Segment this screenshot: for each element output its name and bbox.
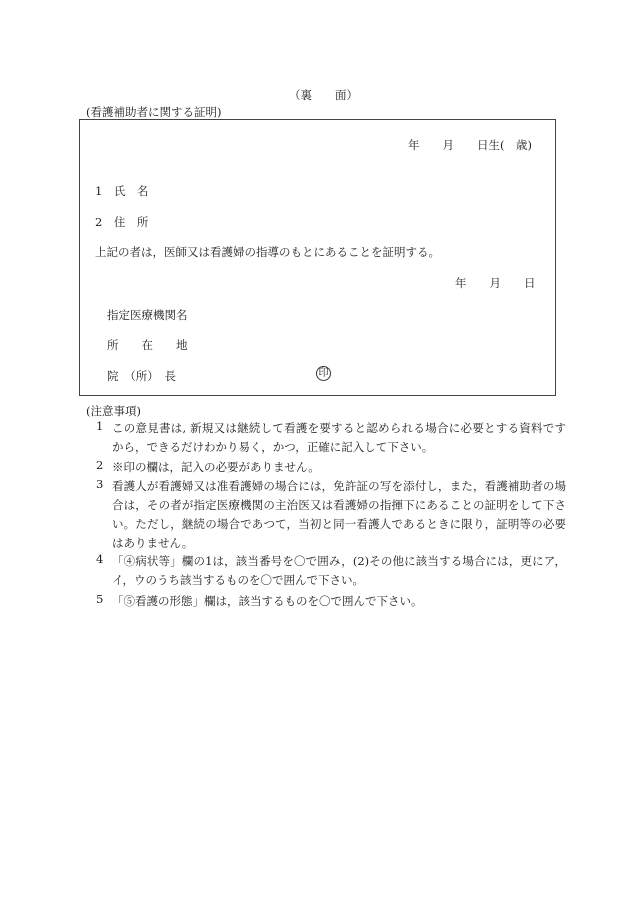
note-number: 3: [96, 477, 104, 491]
seal-mark: 印: [316, 366, 331, 381]
institution-location-label: 所 在 地: [107, 338, 188, 352]
address-item: 2 住 所: [95, 215, 149, 229]
note-text: 「④病状等」欄の1は，該当番号を〇で囲み，(2)その他に該当する場合には，更にア，イ，ウのうち該当するものを〇で囲んで下さい。: [112, 554, 566, 587]
director-label: 院 （所） 長: [107, 369, 176, 383]
section-title: (看護補助者に関する証明): [86, 105, 222, 119]
note-text: 「⑤看護の形態」欄は，該当するものを〇で囲んで下さい。: [112, 594, 423, 608]
note-text: ※印の欄は，記入の必要がありません。: [112, 460, 320, 474]
note-number: 1: [96, 419, 104, 433]
notes-heading: (注意事項): [86, 404, 141, 418]
page-title: （裏 面）: [289, 88, 358, 102]
certification-text: 上記の者は，医師又は看護婦の指導のもとにあることを証明する。: [95, 245, 440, 259]
note-text: 看護人が看護婦又は准看護婦の場合には，免許証の写を添付し，また，看護補助者の場合は，その者が指定医療機関の主治医又は看護婦の指揮下にあることの証明をして下さい。ただし，継続の場合であつて，当初と同一看護人であるときに限り，証明等の必要はありません。: [112, 479, 566, 550]
note-text: この意見書は, 新規又は継続して看護を要すると認められる場合に必要とする資料ですから，できるだけわかり易く，かつ，正確に記入して下さい。: [112, 421, 566, 454]
name-item: 1 氏 名: [95, 184, 149, 198]
note-number: 4: [96, 552, 104, 566]
note-number: 5: [96, 592, 104, 606]
certification-date-line: 年 月 日: [455, 276, 536, 290]
institution-name-label: 指定医療機関名: [107, 308, 188, 322]
birth-date-line: 年 月 日生( 歳): [408, 138, 532, 152]
note-number: 2: [96, 458, 104, 472]
